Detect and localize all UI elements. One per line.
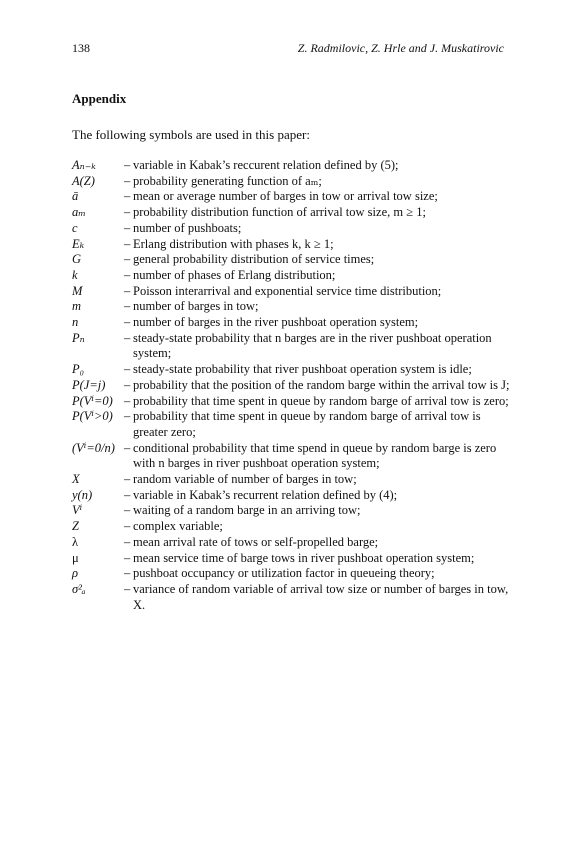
definition-text: mean arrival rate of tows or self-propelled barge; — [133, 534, 379, 549]
definition-text: mean or average number of barges in tow or arrival tow size; — [133, 189, 438, 204]
page-number: 138 — [72, 41, 90, 55]
symbol-row — [72, 472, 512, 488]
symbol-term: M — [72, 283, 83, 298]
definition-text: conditional probability that time spend in queue by random barge is zero with n barges in river pushboat operation system; — [133, 440, 497, 471]
page-header — [72, 41, 504, 57]
symbol-definition — [124, 582, 512, 613]
definition-text: complex variable; — [133, 519, 223, 534]
symbol-definition — [124, 472, 512, 488]
symbol-definition — [124, 205, 512, 221]
symbol-term: X — [72, 472, 80, 487]
symbol-row — [72, 488, 512, 504]
definition-dash: – — [124, 330, 131, 345]
symbol-definition — [124, 331, 512, 362]
definition-text: steady-state probability that river pushboat operation system is idle; — [133, 362, 472, 377]
symbol-term: n — [72, 315, 79, 330]
definition-dash: – — [124, 393, 131, 408]
symbol-row — [72, 284, 512, 300]
symbol-row — [72, 535, 512, 551]
symbol-term: m — [72, 299, 82, 314]
definition-text: probability that time spent in queue by random barge of arrival tow is greater zero; — [133, 409, 481, 439]
running-head-authors: Z. Radmilovic, Z. Hrle and J. Muskatirovic — [297, 41, 504, 55]
symbol-definition — [124, 394, 512, 410]
definition-text: general probability distribution of service times; — [133, 252, 375, 267]
definition-dash: – — [124, 189, 131, 204]
symbol-row — [72, 519, 512, 535]
definition-text: number of barges in the river pushboat operation system; — [133, 315, 419, 330]
symbol-row — [72, 174, 512, 190]
symbol-definition — [124, 378, 512, 394]
symbol-row — [72, 503, 512, 519]
definition-text: probability distribution function of arrival tow size, m ≥ 1; — [133, 205, 426, 220]
symbol-row — [72, 252, 512, 268]
symbol-definition — [124, 174, 512, 190]
definition-text: Erlang distribution with phases k, k ≥ 1; — [133, 236, 334, 251]
symbol-row — [72, 551, 512, 567]
definition-text: number of phases of Erlang distribution; — [133, 267, 336, 282]
symbol-row — [72, 394, 512, 410]
definition-dash: – — [124, 299, 131, 314]
symbol-definition — [124, 299, 512, 315]
definition-dash: – — [124, 581, 131, 596]
symbol-row — [72, 221, 512, 237]
definition-dash: – — [124, 472, 131, 487]
symbol-term: P(J=j) — [72, 377, 106, 392]
definition-text: variable in Kabak’s recurrent relation defined by (4); — [133, 487, 398, 502]
definition-dash: – — [124, 205, 131, 220]
symbol-definition — [124, 503, 512, 519]
definition-dash: – — [124, 173, 131, 188]
definition-dash: – — [124, 236, 131, 251]
symbol-row — [72, 189, 512, 205]
symbol-row — [72, 362, 512, 378]
symbol-row — [72, 315, 512, 331]
symbol-term: P(Vⁱ=0) — [72, 393, 113, 408]
symbol-term: Vⁱ — [72, 503, 83, 518]
symbol-definition — [124, 488, 512, 504]
symbol-definition — [124, 519, 512, 535]
symbol-row — [72, 331, 512, 362]
symbol-definition — [124, 237, 512, 253]
definition-text: probability that the position of the random barge within the arrival tow is J; — [133, 377, 510, 392]
symbol-row — [72, 299, 512, 315]
symbol-definition — [124, 158, 512, 174]
symbol-term: Z — [72, 519, 79, 534]
symbol-term: ā — [72, 189, 79, 204]
definition-text: mean service time of barge tows in river pushboat operation system; — [133, 550, 475, 565]
definition-dash: – — [124, 550, 131, 565]
definition-dash: – — [124, 566, 131, 581]
symbol-definition — [124, 284, 512, 300]
symbol-term: y(n) — [72, 487, 93, 502]
definition-dash: – — [124, 409, 131, 424]
definition-dash: – — [124, 283, 131, 298]
definition-dash: – — [124, 487, 131, 502]
symbol-definition — [124, 441, 512, 472]
symbol-row — [72, 205, 512, 221]
definition-text: random variable of number of barges in tow; — [133, 472, 357, 487]
symbol-term: P(Vⁱ>0) — [72, 409, 113, 424]
section-title: Appendix — [72, 91, 127, 106]
definition-text: steady-state probability that n barges are in the river pushboat operation system; — [133, 330, 492, 361]
symbol-definition — [124, 268, 512, 284]
symbol-row — [72, 582, 512, 613]
symbol-row — [72, 158, 512, 174]
definition-dash: – — [124, 440, 131, 455]
definition-dash: – — [124, 362, 131, 377]
symbol-definition — [124, 362, 512, 378]
symbol-term: aₘ — [72, 205, 86, 220]
definition-text: probability generating function of aₘ; — [133, 173, 322, 188]
symbol-term: G — [72, 252, 82, 267]
definition-dash: – — [124, 252, 131, 267]
symbol-term: Aₙ₋ₖ — [72, 158, 96, 172]
symbol-row — [72, 409, 512, 440]
symbol-list — [72, 158, 512, 613]
definition-dash: – — [124, 519, 131, 534]
symbol-definition — [124, 315, 512, 331]
symbol-definition — [124, 535, 512, 551]
symbol-definition — [124, 551, 512, 567]
symbol-row — [72, 378, 512, 394]
definition-text: number of pushboats; — [133, 220, 242, 235]
symbol-definition — [124, 252, 512, 268]
symbol-row — [72, 441, 512, 472]
definition-dash: – — [124, 315, 131, 330]
symbol-row — [72, 237, 512, 253]
definition-dash: – — [124, 267, 131, 282]
definition-dash: – — [124, 503, 131, 518]
symbol-term: ρ — [72, 566, 78, 581]
symbol-definition — [124, 566, 512, 582]
symbol-term: λ — [72, 534, 79, 549]
symbol-term: Pₙ — [72, 330, 85, 345]
symbol-definition — [124, 409, 512, 440]
symbol-term: μ — [72, 550, 79, 565]
definition-dash: – — [124, 158, 131, 172]
definition-dash: – — [124, 534, 131, 549]
symbol-definition — [124, 221, 512, 237]
symbol-term: Eₖ — [72, 236, 85, 251]
definition-text: number of barges in tow; — [133, 299, 259, 314]
symbol-term: c — [72, 220, 78, 235]
symbol-row — [72, 566, 512, 582]
definition-text: variable in Kabak’s reccurent relation defined by (5); — [133, 158, 399, 172]
intro-sentence: The following symbols are used in this paper: — [72, 127, 310, 142]
definition-text: variance of random variable of arrival tow size or number of barges in tow, X. — [133, 581, 509, 612]
definition-text: waiting of a random barge in an arriving tow; — [133, 503, 361, 518]
definition-text: pushboat occupancy or utilization factor in queueing theory; — [133, 566, 435, 581]
symbol-term: A(Z) — [72, 173, 95, 188]
definition-text: Poisson interarrival and exponential service time distribution; — [133, 283, 442, 298]
symbol-term: P₀ — [72, 362, 84, 377]
symbol-term: k — [72, 267, 78, 282]
symbol-row — [72, 268, 512, 284]
symbol-definition — [124, 189, 512, 205]
symbol-term: σ²ₐ — [72, 581, 86, 596]
symbol-term: (Vⁱ=0/n) — [72, 440, 115, 455]
definition-text: probability that time spent in queue by random barge of arrival tow is zero; — [133, 393, 509, 408]
definition-dash: – — [124, 220, 131, 235]
definition-dash: – — [124, 377, 131, 392]
